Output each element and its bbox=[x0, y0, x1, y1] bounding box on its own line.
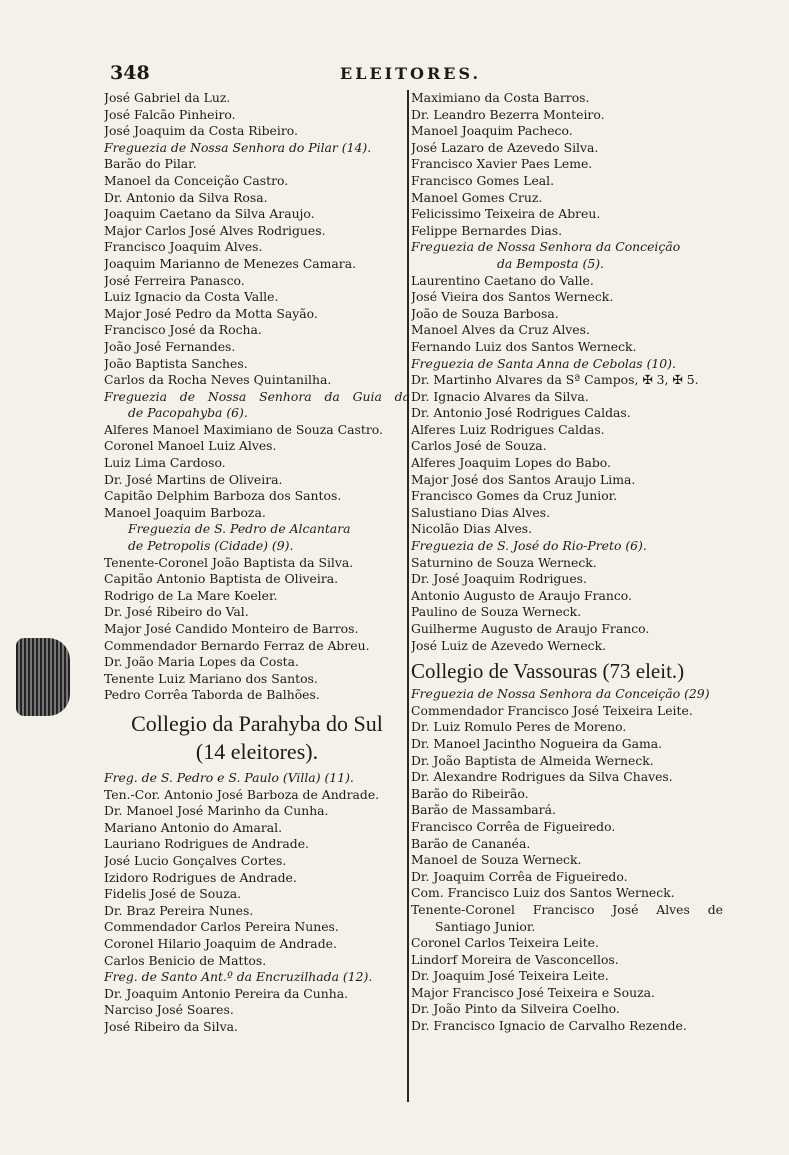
elector-entry: Dr. José Ribeiro do Val. bbox=[104, 604, 249, 620]
parish-heading: Freguezia de S. José do Rio-Preto (6). bbox=[411, 538, 647, 554]
elector-entry: Commendador Carlos Pereira Nunes. bbox=[104, 919, 339, 935]
elector-entry: Dr. Alexandre Rodrigues da Silva Chaves. bbox=[411, 769, 673, 785]
elector-entry: Antonio Augusto de Araujo Franco. bbox=[411, 587, 632, 603]
elector-entry: Rodrigo de La Mare Koeler. bbox=[104, 587, 278, 603]
elector-entry: Manoel Alves da Cruz Alves. bbox=[411, 322, 590, 338]
elector-entry: José Falcão Pinheiro. bbox=[104, 106, 236, 122]
elector-entry: Alferes Joaquim Lopes do Babo. bbox=[411, 455, 611, 471]
elector-entry: Francisco José da Rocha. bbox=[104, 322, 262, 338]
running-title: ELEITORES. bbox=[340, 64, 482, 83]
elector-entry: Izidoro Rodrigues de Andrade. bbox=[104, 869, 297, 885]
elector-entry: Barão do Pilar. bbox=[104, 156, 197, 172]
elector-entry: Carlos da Rocha Neves Quintanilha. bbox=[104, 372, 332, 388]
elector-entry: Com. Francisco Luiz dos Santos Werneck. bbox=[411, 885, 675, 901]
elector-entry: José Luiz de Azevedo Werneck. bbox=[411, 637, 607, 653]
elector-entry: Laurentino Caetano do Valle. bbox=[411, 272, 594, 288]
elector-entry: Paulino de Souza Werneck. bbox=[411, 604, 582, 620]
page-number: 348 bbox=[110, 62, 150, 84]
elector-entry: José Lazaro de Azevedo Silva. bbox=[411, 139, 599, 155]
elector-entry: Dr. Manoel Jacintho Nogueira da Gama. bbox=[411, 735, 663, 751]
elector-entry: João José Fernandes. bbox=[104, 338, 236, 354]
elector-entry: Saturnino de Souza Werneck. bbox=[411, 554, 597, 570]
elector-entry: Barão do Ribeirão. bbox=[411, 785, 529, 801]
elector-entry: Manoel da Conceição Castro. bbox=[104, 172, 289, 188]
parish-heading: Freg. de S. Pedro e S. Paulo (Villa) (11). bbox=[104, 769, 354, 785]
elector-entry: Joaquim Caetano da Silva Araujo. bbox=[104, 206, 315, 222]
parish-heading: Freguezia de Nossa Senhora do Pilar (14). bbox=[104, 139, 372, 155]
elector-entry: Dr. Braz Pereira Nunes. bbox=[104, 902, 254, 918]
parish-heading-cont: de Pacopahyba (6). bbox=[128, 405, 248, 421]
elector-entry: Pedro Corrêa Taborda de Balhões. bbox=[104, 687, 320, 703]
elector-entry: Dr. Leandro Bezerra Monteiro. bbox=[411, 106, 605, 122]
elector-entry: Luiz Ignacio da Costa Valle. bbox=[104, 289, 279, 305]
elector-entry: Fidelis José de Souza. bbox=[104, 886, 242, 902]
elector-entry: Manoel Joaquim Barboza. bbox=[104, 504, 266, 520]
parish-heading: Freguezia de Nossa Senhora da Conceição bbox=[411, 239, 681, 255]
elector-entry: José Ribeiro da Silva. bbox=[104, 1018, 238, 1034]
elector-entry: Dr. João Baptista de Almeida Werneck. bbox=[411, 752, 654, 768]
elector-entry: Manoel Joaquim Pacheco. bbox=[411, 123, 573, 139]
elector-entry: João Baptista Sanches. bbox=[104, 355, 248, 371]
elector-entry: Alferes Manoel Maximiano de Souza Castro. bbox=[104, 421, 383, 437]
right-column bbox=[411, 90, 723, 1035]
elector-entry: Coronel Carlos Teixeira Leite. bbox=[411, 935, 599, 951]
book-clip-shadow bbox=[16, 638, 70, 716]
elector-entry: Felicissimo Teixeira de Abreu. bbox=[411, 206, 601, 222]
elector-entry: Barão de Massambará. bbox=[411, 802, 556, 818]
elector-entry: José Joaquim da Costa Ribeiro. bbox=[104, 123, 298, 139]
elector-entry: Mariano Antonio do Amaral. bbox=[104, 819, 283, 835]
elector-entry: Lindorf Moreira de Vasconcellos. bbox=[411, 951, 619, 967]
college-heading: Collegio da Parahyba do Sul bbox=[131, 710, 383, 736]
elector-entry: Maximiano da Costa Barros. bbox=[411, 90, 590, 105]
elector-entry: Dr. Ignacio Alvares da Silva. bbox=[411, 388, 589, 404]
elector-entry: Dr. Joaquim Antonio Pereira da Cunha. bbox=[104, 985, 349, 1001]
elector-entry: Commendador Bernardo Ferraz de Abreu. bbox=[104, 637, 370, 653]
elector-entry: Coronel Manoel Luiz Alves. bbox=[104, 438, 277, 454]
elector-entry: Francisco Joaquim Alves. bbox=[104, 239, 263, 255]
parish-heading: Freguezia de Nossa Senhora da Conceição (29) bbox=[411, 686, 710, 702]
elector-entry: Nicolão Dias Alves. bbox=[411, 521, 533, 537]
page-header bbox=[0, 62, 789, 90]
elector-entry: Dr. José Joaquim Rodrigues. bbox=[411, 571, 587, 587]
elector-entry: Carlos José de Souza. bbox=[411, 438, 547, 454]
elector-entry: José Vieira dos Santos Werneck. bbox=[411, 289, 614, 305]
elector-entry: Major Francisco José Teixeira e Souza. bbox=[411, 984, 655, 1000]
elector-entry: Lauriano Rodrigues de Andrade. bbox=[104, 836, 309, 852]
elector-entry: Joaquim Marianno de Menezes Camara. bbox=[104, 255, 357, 271]
elector-entry: Dr. Joaquim José Teixeira Leite. bbox=[411, 968, 609, 984]
parish-heading: Freguezia de Santa Anna de Cebolas (10). bbox=[411, 355, 676, 371]
elector-entry: Luiz Lima Cardoso. bbox=[104, 455, 226, 471]
elector-entry: Manoel Gomes Cruz. bbox=[411, 189, 543, 205]
elector-entry: Tenente Luiz Mariano dos Santos. bbox=[104, 670, 318, 686]
elector-entry: Tenente-Coronel Francisco José Alves de bbox=[411, 901, 723, 917]
elector-entry: Francisco Corrêa de Figueiredo. bbox=[411, 818, 616, 834]
parish-heading-cont: da Bemposta (5). bbox=[497, 255, 604, 271]
elector-entry: Coronel Hilario Joaquim de Andrade. bbox=[104, 935, 337, 951]
elector-entry: Francisco Xavier Paes Leme. bbox=[411, 156, 593, 172]
parish-heading: Freguezia de S. Pedro de Alcantara bbox=[128, 521, 351, 537]
parish-heading: Freguezia de Nossa Senhora da Guia da bbox=[104, 388, 410, 404]
elector-entry: Carlos Benicio de Mattos. bbox=[104, 952, 267, 968]
elector-entry: Ten.-Cor. Antonio José Barboza de Andrade. bbox=[104, 786, 380, 802]
elector-entry: Barão de Cananéa. bbox=[411, 835, 531, 851]
elector-entry: Salustiano Dias Alves. bbox=[411, 504, 551, 520]
elector-entry: Felippe Bernardes Dias. bbox=[411, 222, 563, 238]
elector-entry: Dr. Joaquim Corrêa de Figueiredo. bbox=[411, 868, 628, 884]
elector-entry: Narciso José Soares. bbox=[104, 1002, 234, 1018]
college-heading-count: (14 eleitores). bbox=[195, 738, 319, 764]
elector-entry: Dr. Luiz Romulo Peres de Moreno. bbox=[411, 719, 627, 735]
elector-entry: Dr. Manoel José Marinho da Cunha. bbox=[104, 803, 329, 819]
elector-entry: Major José dos Santos Araujo Lima. bbox=[411, 471, 636, 487]
elector-entry: Tenente-Coronel João Baptista da Silva. bbox=[104, 554, 354, 570]
elector-entry: Dr. Antonio José Rodrigues Caldas. bbox=[411, 405, 631, 421]
elector-entry: Fernando Luiz dos Santos Werneck. bbox=[411, 338, 637, 354]
elector-entry: Alferes Luiz Rodrigues Caldas. bbox=[411, 421, 605, 437]
parish-heading-cont: de Petropolis (Cidade) (9). bbox=[128, 538, 294, 554]
elector-entry: José Gabriel da Luz. bbox=[104, 90, 231, 105]
elector-entry: José Ferreira Panasco. bbox=[104, 272, 245, 288]
elector-entry-cont: Santiago Junior. bbox=[435, 918, 536, 934]
left-column bbox=[104, 90, 410, 1035]
elector-entry: Dr. José Martins de Oliveira. bbox=[104, 471, 283, 487]
elector-entry: José Lucio Gonçalves Cortes. bbox=[104, 852, 287, 868]
college-heading: Collegio de Vassouras (73 eleit.) bbox=[411, 659, 685, 684]
elector-entry: Capitão Antonio Baptista de Oliveira. bbox=[104, 571, 339, 587]
elector-entry: Francisco Gomes Leal. bbox=[411, 172, 555, 188]
elector-entry: Capitão Delphim Barboza dos Santos. bbox=[104, 488, 342, 504]
elector-entry: Major José Pedro da Motta Sayão. bbox=[104, 305, 318, 321]
elector-entry: Dr. Antonio da Silva Rosa. bbox=[104, 189, 268, 205]
elector-entry: Major José Candido Monteiro de Barros. bbox=[104, 621, 359, 636]
elector-entry: João de Souza Barbosa. bbox=[411, 305, 559, 321]
elector-entry: Dr. João Maria Lopes da Costa. bbox=[104, 654, 299, 670]
elector-entry: Francisco Gomes da Cruz Junior. bbox=[411, 488, 618, 504]
elector-entry: Guilherme Augusto de Araujo Franco. bbox=[411, 621, 650, 636]
elector-entry: Major Carlos José Alves Rodrigues. bbox=[104, 222, 326, 238]
elector-entry: Manoel de Souza Werneck. bbox=[411, 852, 582, 868]
elector-entry: Dr. Francisco Ignacio de Carvalho Rezende. bbox=[411, 1018, 687, 1034]
elector-entry: Dr. Martinho Alvares da Sª Campos, ✠ 3, ✠ 5. bbox=[411, 372, 699, 388]
parish-heading: Freg. de Santo Ant.º da Encruzilhada (12). bbox=[104, 969, 373, 985]
elector-entry: Commendador Francisco José Teixeira Leite. bbox=[411, 702, 693, 718]
elector-entry: Dr. João Pinto da Silveira Coelho. bbox=[411, 1001, 620, 1017]
